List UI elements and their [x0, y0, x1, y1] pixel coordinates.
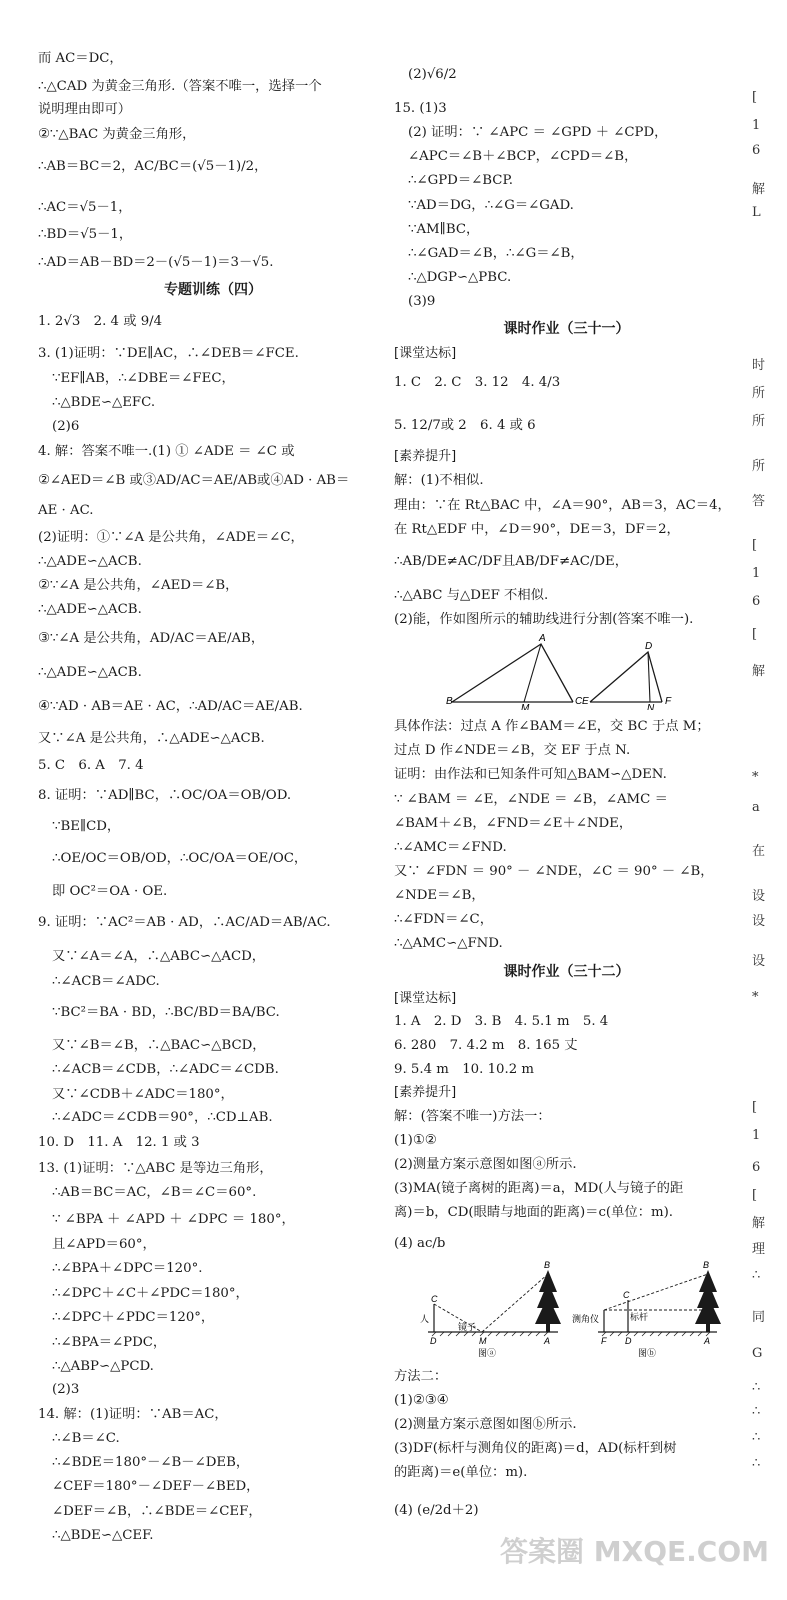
edge-glyph: [	[752, 1100, 758, 1115]
triangle-abc	[452, 644, 573, 702]
text-line: 5. C 6. A 7. 4	[38, 758, 144, 773]
edge-glyph: 6	[752, 1160, 761, 1175]
text-line: ∴∠GPD＝∠BCP.	[408, 173, 513, 188]
text-line: 方法二：	[394, 1369, 448, 1384]
label-f: F	[601, 1336, 607, 1346]
text-line: 6. 280 7. 4.2 m 8. 165 丈	[394, 1038, 578, 1053]
text-line: ∴AB＝BC＝2，AC/BC＝(√5－1)/2，	[38, 159, 268, 174]
text-line: 13. (1)证明：∵△ABC 是等边三角形，	[38, 1161, 273, 1176]
text-line: 1. C 2. C 3. 12 4. 4/3	[394, 375, 561, 390]
text-line: ∴∠FDN＝∠C，	[394, 912, 494, 927]
edge-glyph: 所	[752, 459, 766, 474]
figure-instrument-method	[572, 1260, 722, 1360]
text-line: 的距离)＝e(单位：m).	[394, 1465, 528, 1480]
text-line: 9. 5.4 m 10. 10.2 m	[394, 1062, 535, 1077]
text-line: 9. 证明：∵AC²＝AB · AD，∴AC/AD＝AB/AC.	[38, 915, 331, 930]
label-c: C	[575, 696, 583, 707]
edge-glyph: [	[752, 627, 758, 642]
label-m: M	[479, 1336, 487, 1346]
text-line: (4) ac/b	[394, 1236, 446, 1251]
text-line: 1. A 2. D 3. B 4. 5.1 m 5. 4	[394, 1014, 609, 1029]
edge-glyph: 理	[752, 1242, 766, 1257]
text-line: ∴△ADE∽△ACB.	[38, 554, 142, 569]
text-line: ∴△BDE∽△EFC.	[52, 395, 156, 410]
label-b: B	[703, 1260, 710, 1270]
edge-glyph: L	[752, 205, 761, 220]
text-line: ∴∠ACB＝∠ADC.	[52, 974, 160, 989]
text-line: ②∵△BAC 为黄金三角形，	[38, 127, 196, 142]
text-line: ②∠AED＝∠B 或③AD/AC＝AE/AB或④AD · AB＝	[38, 473, 350, 488]
text-line: ∴∠GAD＝∠B，∴∠G＝∠B，	[408, 246, 584, 261]
text-line: ∴∠B＝∠C.	[52, 1431, 120, 1446]
label-a: A	[539, 633, 546, 644]
text-line: (2)测量方案示意图如图ⓐ所示.	[394, 1157, 577, 1172]
text-line: 10. D 11. A 12. 1 或 3	[38, 1135, 200, 1150]
edge-glyph: 所	[752, 414, 766, 429]
edge-glyph: ∴	[752, 1380, 761, 1395]
label-person: 人	[420, 1314, 430, 1324]
label-m: M	[521, 703, 530, 710]
text-line: 又∵∠B＝∠B，∴△BAC∽△BCD，	[52, 1038, 266, 1053]
text-line: 理由：∵在 Rt△BAC 中，∠A＝90°，AB＝3，AC＝4，	[394, 498, 731, 513]
edge-glyph: ∴	[752, 1404, 761, 1419]
text-line: (1)②③④	[394, 1393, 449, 1408]
text-line: ∠CEF＝180°－∠DEF－∠BED，	[52, 1479, 260, 1494]
section-tag: [素养提升]	[394, 1085, 457, 1100]
text-line: (3)MA(镜子离树的距离)＝a，MD(人与镜子的距	[394, 1181, 684, 1196]
text-line: ∵ ∠BPA ＋ ∠APD ＋ ∠DPC ＝ 180°，	[52, 1212, 295, 1227]
edge-glyph: ∴	[752, 1430, 761, 1445]
text-line: ∠DEF＝∠B，∴∠BDE＝∠CEF，	[52, 1504, 262, 1519]
text-line: ∴△AMC∽△FND.	[394, 936, 503, 951]
text-line: ∴∠DPC＋∠C＋∠PDC＝180°，	[52, 1286, 249, 1301]
label-e: E	[582, 696, 589, 707]
text-line: 说明理由即可）	[38, 102, 132, 117]
label-c: C	[431, 1294, 438, 1304]
left-column	[38, 0, 388, 1600]
section-tag: [课堂达标]	[394, 991, 457, 1006]
label-mirror: 镜子	[458, 1322, 477, 1332]
text-line: ∵ ∠BAM ＝ ∠E，∠NDE ＝ ∠B，∠AMC ＝	[394, 792, 668, 807]
edge-glyph: ∴	[752, 1456, 761, 1471]
label-instrument: 测角仪	[572, 1314, 600, 1324]
text-line: ∴∠DPC＋∠PDC＝120°，	[52, 1310, 215, 1325]
label-d: D	[625, 1336, 632, 1346]
text-line: AE · AC.	[38, 503, 94, 518]
edge-glyph: 解	[752, 182, 766, 197]
text-line: 具体作法：过点 A 作∠BAM＝∠E，交 BC 于点 M；	[394, 719, 710, 734]
figure-triangles	[446, 632, 686, 710]
text-line: 而 AC＝DC，	[38, 51, 123, 66]
edge-glyph: [	[752, 538, 758, 553]
label-a: A	[704, 1336, 711, 1346]
text-line: 15. (1)3	[394, 101, 447, 116]
section-tag: [课堂达标]	[394, 346, 457, 361]
text-line: 14. 解：(1)证明：∵AB＝AC，	[38, 1407, 228, 1422]
text-line: 1. 2√3 2. 4 或 9/4	[38, 314, 163, 329]
text-line: (4) (e/2d＋2)	[394, 1503, 479, 1518]
text-line: ∴BD＝√5－1，	[38, 227, 133, 242]
text-line: 且∠APD＝60°，	[52, 1237, 156, 1252]
section-heading: 课时作业（三十二）	[503, 964, 630, 980]
edge-glyph: *	[752, 990, 759, 1005]
edge-glyph: G	[752, 1346, 763, 1361]
edge-glyph: 同	[752, 1310, 766, 1325]
edge-glyph: 时	[752, 358, 766, 373]
text-line: 过点 D 作∠NDE＝∠B，交 EF 于点 N.	[394, 743, 631, 758]
label-a: A	[544, 1336, 551, 1346]
text-line: (2)证明：①∵∠A 是公共角，∠ADE＝∠C，	[38, 530, 304, 545]
text-line: ④∵AD · AB＝AE · AC，∴AD/AC＝AE/AB.	[38, 699, 303, 714]
text-line: ∴∠BPA＋∠DPC＝120°.	[52, 1261, 203, 1276]
text-line: 5. 12/7或 2 6. 4 或 6	[394, 418, 536, 433]
label-b: B	[446, 696, 453, 707]
edge-glyph: ∴	[752, 1268, 761, 1283]
text-line: ∠NDE＝∠B，	[394, 888, 485, 903]
section-tag: [素养提升]	[394, 449, 457, 464]
edge-glyph: [	[752, 90, 758, 105]
text-line: 3. (1)证明：∵DE∥AC，∴∠DEB＝∠FCE.	[38, 346, 299, 361]
text-line: 离)＝b，CD(眼睛与地面的距离)＝c(单位：m).	[394, 1205, 674, 1220]
text-line: 又∵∠A 是公共角，∴△ADE∽△ACB.	[38, 731, 265, 746]
text-line: ②∵∠A 是公共角，∠AED＝∠B，	[38, 578, 239, 593]
right-column	[394, 0, 739, 1600]
text-line: ∴△BDE∽△CEF.	[52, 1528, 154, 1543]
edge-glyph: a	[752, 800, 760, 815]
text-line: ∴∠AMC＝∠FND.	[394, 840, 507, 855]
text-line: ∵AD＝DG，∴∠G＝∠GAD.	[408, 198, 574, 213]
text-line: (3)DF(标杆与测角仪的距离)＝d，AD(标杆到树	[394, 1441, 677, 1456]
edge-glyph: 1	[752, 566, 761, 581]
text-line: (2)√6/2	[408, 67, 457, 82]
edge-glyph: 所	[752, 386, 766, 401]
text-line: (3)9	[408, 294, 436, 309]
sight-line	[604, 1274, 708, 1310]
edge-glyph: 在	[752, 844, 766, 859]
text-line: ∵BE∥CD，	[52, 819, 121, 834]
edge-glyph: [	[752, 1188, 758, 1203]
tree-shape	[695, 1270, 721, 1332]
edge-glyph: *	[752, 770, 759, 785]
label-pole: 标杆	[630, 1312, 649, 1322]
section-heading: 专题训练（四）	[164, 282, 262, 298]
text-line: 又∵∠A＝∠A，∴△ABC∽△ACD，	[52, 949, 266, 964]
text-line: ∴AB/DE≠AC/DF且AB/DF≠AC/DE，	[394, 554, 629, 569]
text-line: ∴∠ACB＝∠CDB，∴∠ADC＝∠CDB.	[52, 1062, 279, 1077]
edge-glyph: 1	[752, 118, 761, 133]
text-line: ∴∠BDE＝180°－∠B－∠DEB，	[52, 1455, 250, 1470]
text-line: ∴AC＝√5－1，	[38, 200, 132, 215]
text-line: 又∵ ∠FDN ＝ 90° － ∠NDE，∠C ＝ 90° － ∠B，	[394, 864, 714, 879]
label-b: B	[544, 1260, 551, 1270]
tree-shape	[535, 1270, 561, 1332]
text-line: 在 Rt△EDF 中，∠D＝90°，DE＝3，DF＝2，	[394, 522, 680, 537]
text-line: (2)测量方案示意图如图ⓑ所示.	[394, 1417, 577, 1432]
label-c: C	[623, 1290, 630, 1300]
text-line: ③∵∠A 是公共角，AD/AC＝AE/AB，	[38, 631, 265, 646]
text-line: ∴△ADE∽△ACB.	[38, 602, 142, 617]
text-line: 4. 解：答案不唯一.(1) ① ∠ADE ＝ ∠C 或	[38, 444, 295, 459]
figure-caption: 图ⓑ	[638, 1348, 657, 1358]
text-line: ∵BC²＝BA · BD，∴BC/BD＝BA/BC.	[52, 1005, 280, 1020]
text-line: ∴△ABC 与△DEF 不相似.	[394, 588, 549, 603]
figure-caption: 图ⓐ	[478, 1348, 497, 1358]
text-line: ∴△ABP∽△PCD.	[52, 1359, 154, 1374]
section-heading: 课时作业（三十一）	[503, 321, 630, 337]
text-line: (2)能，作如图所示的辅助线进行分割(答案不唯一).	[394, 612, 694, 627]
text-line: ∴△ADE∽△ACB.	[38, 665, 142, 680]
text-line: ∴AB＝BC＝AC，∠B＝∠C＝60°.	[52, 1185, 257, 1200]
label-d: D	[430, 1336, 437, 1346]
text-line: ∴OE/OC＝OB/OD，∴OC/OA＝OE/OC，	[52, 851, 308, 866]
text-line: 证明：由作法和已知条件可知△BAM∽△DEN.	[394, 767, 667, 782]
watermark: 答案圈 MXQE.COM	[500, 1535, 769, 1568]
edge-glyph: 6	[752, 143, 761, 158]
edge-glyph: 解	[752, 664, 766, 679]
text-line: ∴∠BPA＝∠PDC，	[52, 1335, 167, 1350]
text-line: ∴△DGP∽△PBC.	[408, 270, 512, 285]
edge-glyph: 设	[752, 914, 766, 929]
text-line: 又∵∠CDB＋∠ADC＝180°，	[52, 1087, 234, 1102]
edge-glyph: 1	[752, 1128, 761, 1143]
edge-glyph: 6	[752, 594, 761, 609]
text-line: 解：(答案不唯一)方法一：	[394, 1109, 551, 1124]
text-line: ∵EF∥AB，∴∠DBE＝∠FEC，	[52, 371, 235, 386]
label-n: N	[647, 703, 655, 710]
label-f: F	[665, 696, 672, 707]
text-line: ∠APC＝∠B＋∠BCP，∠CPD＝∠B，	[408, 149, 638, 164]
edge-glyph: 设	[752, 954, 766, 969]
triangle-def	[590, 652, 662, 702]
text-line: (2) 证明：∵ ∠APC ＝ ∠GPD ＋ ∠CPD，	[408, 125, 668, 140]
text-line: (2)6	[52, 419, 80, 434]
text-line: ∴AD＝AB－BD＝2－(√5－1)＝3－√5.	[38, 255, 274, 270]
text-line: ∴∠ADC＝∠CDB＝90°，∴CD⊥AB.	[52, 1110, 273, 1125]
text-line: (1)①②	[394, 1133, 437, 1148]
label-d: D	[645, 641, 653, 652]
text-line: 即 OC²＝OA · OE.	[52, 884, 168, 899]
text-line: ∴△CAD 为黄金三角形.（答案不唯一，选择一个	[38, 79, 322, 94]
text-line: (2)3	[52, 1382, 80, 1397]
text-line: 8. 证明：∵AD∥BC，∴OC/OA＝OB/OD.	[38, 788, 292, 803]
right-page-edge	[746, 0, 787, 1600]
edge-glyph: 设	[752, 889, 766, 904]
figure-mirror-method	[418, 1260, 568, 1360]
edge-glyph: 解	[752, 1216, 766, 1231]
text-line: 解：(1)不相似.	[394, 473, 484, 488]
text-line: ∠BAM＋∠B，∠FND＝∠E＋∠NDE，	[394, 816, 633, 831]
text-line: ∵AM∥BC，	[408, 222, 480, 237]
edge-glyph: 答	[752, 494, 766, 509]
